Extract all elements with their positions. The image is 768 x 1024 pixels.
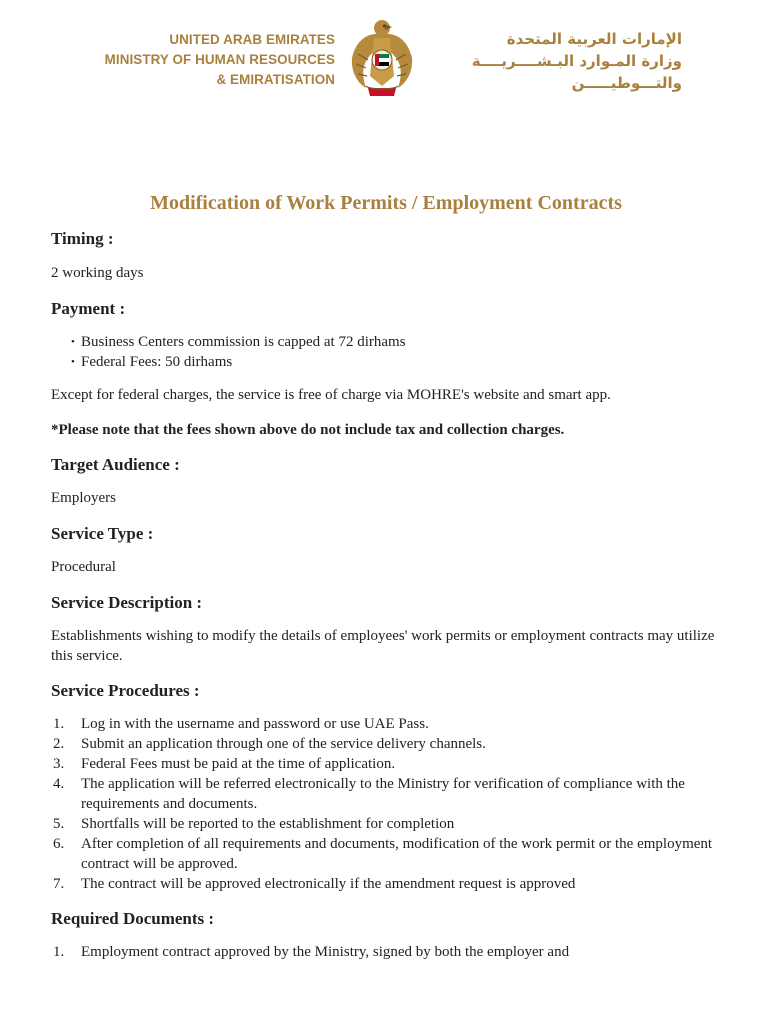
ministry-line: MINISTRY OF HUMAN RESOURCES	[104, 52, 335, 67]
letterhead	[0, 18, 768, 108]
target-audience-heading: Target Audience :	[51, 455, 180, 474]
service-description-heading: Service Description :	[51, 593, 203, 612]
payment-note: Except for federal charges, the service is free of charge via MOHRE's website and smart app.	[51, 387, 611, 403]
timing-value: 2 working days	[51, 265, 144, 281]
ministry-line-ar: الإمارات العربية المتحدة	[506, 30, 682, 48]
ministry-line-ar: وزارة المـوارد البـشــــريــــة	[471, 52, 682, 70]
ministry-line: & EMIRATISATION	[216, 72, 335, 87]
list-item: 7. The contract will be approved electronically if the amendment request is approved	[53, 876, 576, 892]
required-documents-heading: Required Documents :	[51, 909, 215, 928]
list-item: • Federal Fees: 50 dirhams	[51, 352, 721, 372]
service-type-heading: Service Type :	[51, 524, 154, 543]
fee-disclaimer: *Please note that the fees shown above do not include tax and collection charges.	[51, 422, 565, 438]
page-title: Modification of Work Permits / Employment Contracts	[150, 192, 622, 214]
list-item: 1. Log in with the username and password or use UAE Pass.	[53, 716, 429, 732]
service-type-value: Procedural	[51, 559, 116, 575]
list-item: 2. Submit an application through one of the service delivery channels.	[53, 736, 486, 752]
list-item: 3. Federal Fees must be paid at the time of application.	[53, 756, 396, 772]
list-item: • Business Centers commission is capped at 72 dirhams	[51, 332, 721, 352]
target-audience-value: Employers	[51, 490, 116, 506]
documents-list	[51, 942, 721, 962]
ministry-line-ar: والتـــوطيـــــن	[571, 74, 682, 92]
service-procedures-heading: Service Procedures :	[51, 681, 200, 700]
payment-heading: Payment :	[51, 299, 126, 318]
timing-heading: Timing :	[51, 229, 114, 248]
uae-emblem-icon	[348, 14, 416, 100]
payment-list	[51, 332, 721, 372]
service-description-value: Establishments wishing to modify the details of employees' work permits or employment contracts may utilize this service.	[51, 628, 715, 664]
list-item: 4. The application will be referred electronically to the Ministry for verification of compliance with the requirements and documents.	[53, 776, 685, 812]
ministry-name-english	[105, 30, 335, 90]
document-body	[51, 188, 721, 962]
ministry-line: UNITED ARAB EMIRATES	[169, 32, 335, 47]
list-item: 5. Shortfalls will be reported to the establishment for completion	[53, 816, 455, 832]
procedures-list	[51, 714, 721, 894]
list-item: 6. After completion of all requirements and documents, modification of the work permit or the employment contract will be approved.	[53, 836, 713, 872]
list-item: 1. Employment contract approved by the Ministry, signed by both the employer and	[53, 944, 570, 960]
ministry-name-arabic	[432, 28, 682, 94]
